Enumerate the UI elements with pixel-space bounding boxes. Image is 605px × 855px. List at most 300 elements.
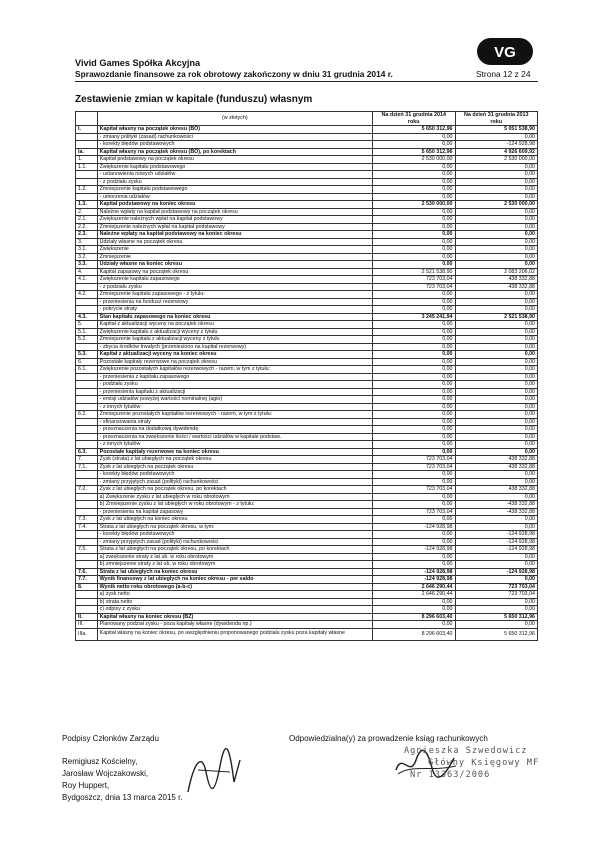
- section-title: Zestawienie zmian w kapitale (funduszu) własnym: [75, 94, 313, 105]
- value-2014: 0,00: [373, 208, 456, 216]
- value-2014: 0,00: [373, 373, 456, 381]
- row-description: Zysk z lat ubiegłych na początek okresu: [97, 463, 372, 471]
- value-2013: 0,00: [455, 351, 538, 359]
- table-row: [76, 403, 538, 411]
- value-2013: 0,00: [455, 598, 538, 606]
- value-2013: 0,00: [455, 253, 538, 261]
- row-number: [76, 133, 98, 141]
- value-2013: 0,00: [455, 133, 538, 141]
- table-row: [76, 298, 538, 306]
- row-number: 1.3.: [76, 201, 98, 209]
- row-number: [76, 283, 98, 291]
- value-2013: 0,00: [455, 298, 538, 306]
- value-2014: 8 296 603,40: [373, 613, 456, 621]
- value-2014: 0,00: [373, 231, 456, 239]
- row-number: 4.: [76, 268, 98, 276]
- row-description: Udziały własne na początek okresu: [97, 238, 372, 246]
- value-2014: 0,00: [373, 493, 456, 501]
- table-row: [76, 268, 538, 276]
- row-number: 1.1.: [76, 163, 98, 171]
- table-row: [76, 261, 538, 269]
- row-number: [76, 508, 98, 516]
- value-2014: 0,00: [373, 321, 456, 329]
- row-description: - przeznaczenia na zwiększenie ilości / wartości udziałów w kapitale podstaw.: [97, 433, 372, 441]
- value-2013: 723 703,04: [455, 583, 538, 591]
- report-subtitle: Sprawozdanie finansowe za rok obrotowy zakończony w dniu 31 grudnia 2014 r.: [75, 69, 393, 79]
- value-2014: 0,00: [373, 328, 456, 336]
- row-number: [76, 501, 98, 509]
- accounting-label: Odpowiedzialna(y) za prowadzenie ksiąg rachunkowych: [289, 734, 488, 743]
- value-2013: 0,00: [455, 433, 538, 441]
- value-2014: 0,00: [373, 531, 456, 539]
- table-row: [76, 553, 538, 561]
- row-description: Strata z lat ubiegłych na początek okresu, w tym:: [97, 523, 372, 531]
- col1-header: Na dzień 31 grudnia 2014 roku: [373, 112, 456, 126]
- row-description: - zmiany przyjętych zasad (polityki) rachunkowości: [97, 538, 372, 546]
- value-2014: 0,00: [373, 538, 456, 546]
- row-number: 7.1.: [76, 463, 98, 471]
- row-number: 6.1.: [76, 366, 98, 374]
- value-2014: 0,00: [373, 411, 456, 419]
- row-number: [76, 561, 98, 569]
- row-description: Zwiększenie kapitału zapasowego: [97, 276, 372, 284]
- table-row: [76, 246, 538, 254]
- table-row: [76, 523, 538, 531]
- row-description: - zbycia środków trwałych (przeniesiono na kapitał rezerwowy): [97, 343, 372, 351]
- value-2014: 5 650 312,96: [373, 126, 456, 134]
- row-number: 4.3.: [76, 313, 98, 321]
- row-number: [76, 426, 98, 434]
- row-description: Zwiększenie kapitału z aktualizacji wyceny z tytułu: [97, 328, 372, 336]
- row-description: Należne wpłaty na kapitał podstawowy na początek okresu: [97, 208, 372, 216]
- value-2013: 0,00: [455, 403, 538, 411]
- table-row: [76, 253, 538, 261]
- row-description: Kapitał z aktualizacji wyceny na koniec okresu: [97, 351, 372, 359]
- value-2014: 0,00: [373, 478, 456, 486]
- table-row: [76, 486, 538, 494]
- table-row: [76, 591, 538, 599]
- value-2014: 723 703,04: [373, 456, 456, 464]
- table-row: [76, 186, 538, 194]
- row-number: [76, 373, 98, 381]
- row-description: Zmniejszenie kapitału zapasowego - z tytułu:: [97, 291, 372, 299]
- table-row: [76, 448, 538, 456]
- table-row: [76, 418, 538, 426]
- row-number: [76, 441, 98, 449]
- value-2014: 0,00: [373, 223, 456, 231]
- value-2013: 0,00: [455, 246, 538, 254]
- value-2014: 0,00: [373, 553, 456, 561]
- row-number: [76, 471, 98, 479]
- value-2014: 723 703,04: [373, 508, 456, 516]
- stamp-name: Agnieszka Szwedowicz: [404, 746, 528, 756]
- table-row: [76, 223, 538, 231]
- value-2013: 4 926 609,92: [455, 148, 538, 156]
- table-row: [76, 238, 538, 246]
- table-row: [76, 148, 538, 156]
- row-number: [76, 141, 98, 149]
- value-2013: 0,00: [455, 358, 538, 366]
- row-number: [76, 193, 98, 201]
- value-2014: 2 530 000,00: [373, 156, 456, 164]
- row-number: 6.: [76, 358, 98, 366]
- row-number: 1.: [76, 156, 98, 164]
- row-number: 1.2.: [76, 186, 98, 194]
- row-description: Wynik finansowy z lat ubiegłych na koniec okresu - per saldo: [97, 576, 372, 584]
- row-number: [76, 171, 98, 179]
- row-number: [76, 591, 98, 599]
- row-description: Zwiększenie kapitału podstawowego: [97, 163, 372, 171]
- value-2014: 2 530 000,00: [373, 201, 456, 209]
- value-2014: -124 928,98: [373, 568, 456, 576]
- value-2014: 0,00: [373, 561, 456, 569]
- row-number: 3.: [76, 238, 98, 246]
- value-2013: 0,00: [455, 306, 538, 314]
- row-description: - pokrycie straty: [97, 306, 372, 314]
- value-2013: 438 332,88: [455, 486, 538, 494]
- row-description: Kapitał zapasowy na początek okresu: [97, 268, 372, 276]
- row-description: Kapitał z aktualizacji wyceny na początek okresu: [97, 321, 372, 329]
- row-number: I.: [76, 126, 98, 134]
- value-2013: 5 650 312,96: [455, 613, 538, 621]
- value-2014: -124 928,98: [373, 523, 456, 531]
- row-description: - podziału zysku: [97, 381, 372, 389]
- value-2013: 0,00: [455, 336, 538, 344]
- row-description: - z podziału zysku: [97, 283, 372, 291]
- row-number: [76, 538, 98, 546]
- table-row: [76, 313, 538, 321]
- table-row: [76, 501, 538, 509]
- row-number: [76, 381, 98, 389]
- table-row: [76, 598, 538, 606]
- logo-text: VG: [494, 44, 516, 61]
- table-row: [76, 366, 538, 374]
- row-number: 2.: [76, 208, 98, 216]
- value-2014: 0,00: [373, 426, 456, 434]
- value-2013: 0,00: [455, 478, 538, 486]
- value-2014: 0,00: [373, 163, 456, 171]
- table-row: [76, 433, 538, 441]
- value-2014: 723 703,04: [373, 486, 456, 494]
- table-row: [76, 606, 538, 614]
- col2-header: Na dzień 31 grudnia 2013 roku: [455, 112, 538, 126]
- table-row: [76, 396, 538, 404]
- table-row: [76, 426, 538, 434]
- row-number: [76, 178, 98, 186]
- table-row: [76, 178, 538, 186]
- row-number: [76, 298, 98, 306]
- row-number: 7.3.: [76, 516, 98, 524]
- row-description: Zysk z lat ubiegłych na początek okresu, po korektach: [97, 486, 372, 494]
- value-2014: 0,00: [373, 141, 456, 149]
- value-2013: 0,00: [455, 516, 538, 524]
- table-row: [76, 478, 538, 486]
- row-description: Zmniejszenie kapitału podstawowego: [97, 186, 372, 194]
- value-2014: 0,00: [373, 433, 456, 441]
- value-2014: 723 703,04: [373, 283, 456, 291]
- value-2014: 0,00: [373, 418, 456, 426]
- value-2014: 0,00: [373, 471, 456, 479]
- row-description: b) strata netto: [97, 598, 372, 606]
- table-row: [76, 156, 538, 164]
- row-description: - przeniesienia na fundusz rezerwowy: [97, 298, 372, 306]
- table-row: [76, 306, 538, 314]
- value-2014: 3 245 241,94: [373, 313, 456, 321]
- value-2013: 0,00: [455, 343, 538, 351]
- row-number: [76, 418, 98, 426]
- row-description: Wynik netto roku obrotowego (a-b-c): [97, 583, 372, 591]
- table-row: [76, 133, 538, 141]
- stamp-number: Nr 13363/2006: [410, 770, 491, 780]
- table-row: [76, 321, 538, 329]
- value-2013: 0,00: [455, 621, 538, 629]
- value-2013: -124 928,98: [455, 546, 538, 554]
- row-description: - przeniesienia z kapitału zapasowego: [97, 373, 372, 381]
- row-number: 7.: [76, 456, 98, 464]
- row-description: a) zysk netto: [97, 591, 372, 599]
- value-2013: -124 928,98: [455, 568, 538, 576]
- value-2013: 0,00: [455, 186, 538, 194]
- value-2014: 0,00: [373, 298, 456, 306]
- value-2014: 0,00: [373, 291, 456, 299]
- row-number: [76, 433, 98, 441]
- value-2013: 0,00: [455, 208, 538, 216]
- value-2014: 0,00: [373, 193, 456, 201]
- value-2013: 723 703,04: [455, 591, 538, 599]
- row-description: Kapitał podstawowy na koniec okresu: [97, 201, 372, 209]
- value-2013: 0,00: [455, 163, 538, 171]
- row-number: 5.1.: [76, 328, 98, 336]
- header-rule: [75, 81, 538, 82]
- board-member-3: Roy Huppert,: [62, 781, 110, 790]
- table-row: [76, 291, 538, 299]
- row-number: 6.3.: [76, 448, 98, 456]
- table-row: [76, 538, 538, 546]
- row-number: 2.1.: [76, 216, 98, 224]
- value-2014: 2 646 290,44: [373, 591, 456, 599]
- value-2013: 0,00: [455, 328, 538, 336]
- row-number: IIIa.: [76, 628, 98, 640]
- value-2013: 0,00: [455, 606, 538, 614]
- table-row: [76, 516, 538, 524]
- table-row: [76, 208, 538, 216]
- table-row: [76, 193, 538, 201]
- value-2014: 0,00: [373, 133, 456, 141]
- board-member-2: Jarosław Wojczakowski,: [62, 769, 149, 778]
- table-row: [76, 463, 538, 471]
- table-row: [76, 141, 538, 149]
- value-2014: 0,00: [373, 388, 456, 396]
- table-row: [76, 471, 538, 479]
- row-number: 7.4.: [76, 523, 98, 531]
- value-2013: -438 332,88: [455, 508, 538, 516]
- table-row: [76, 411, 538, 419]
- row-number: [76, 343, 98, 351]
- row-description: b) zmniejszenie straty z lat ub. w roku obrotowym: [97, 561, 372, 569]
- value-2013: 438 332,88: [455, 463, 538, 471]
- page-number: Strona 12 z 24: [476, 69, 531, 79]
- table-row: [76, 531, 538, 539]
- row-description: - korekty błędów podstawowych: [97, 471, 372, 479]
- row-description: - sfinansowania straty: [97, 418, 372, 426]
- row-description: - umorzenia udziałów: [97, 193, 372, 201]
- value-2013: 0,00: [455, 291, 538, 299]
- value-2013: 0,00: [455, 553, 538, 561]
- row-description: Zwiększenie należnych wpłat na kapitał podstawowy: [97, 216, 372, 224]
- table-row: [76, 358, 538, 366]
- table-row: [76, 583, 538, 591]
- value-2013: 0,00: [455, 493, 538, 501]
- row-description: Zmniejszenie należnych wpłat na kapitał podstawowy: [97, 223, 372, 231]
- company-name: Vivid Games Spółka Akcyjna: [75, 58, 201, 68]
- row-description: - z innych tytułów: [97, 441, 372, 449]
- vg-logo: [476, 37, 534, 66]
- value-2013: 0,00: [455, 411, 538, 419]
- table-row: [76, 163, 538, 171]
- value-2014: 0,00: [373, 246, 456, 254]
- value-2013: 0,00: [455, 441, 538, 449]
- table-row: [76, 508, 538, 516]
- value-2013: -438 332,88: [455, 501, 538, 509]
- row-description: Strata z lat ubiegłych na koniec okresu: [97, 568, 372, 576]
- row-number: 6.2.: [76, 411, 98, 419]
- row-number: II.: [76, 613, 98, 621]
- table-row: [76, 283, 538, 291]
- value-2014: 0,00: [373, 366, 456, 374]
- value-2014: 0,00: [373, 381, 456, 389]
- value-2014: 0,00: [373, 441, 456, 449]
- row-number: [76, 388, 98, 396]
- row-description: Kapitał własny na początek okresu (BO), po korektach: [97, 148, 372, 156]
- row-description: Kapitał własny na koniec okresu, po uwzględnieniu proponowanego podziału zysku poza kapitały własne: [97, 628, 372, 640]
- row-description: Kapitał własny na początek okresu (BO): [97, 126, 372, 134]
- table-row: [76, 441, 538, 449]
- table-row: [76, 493, 538, 501]
- board-member-1: Remigiusz Kościelny,: [62, 757, 138, 766]
- row-description: - z podziału zysku: [97, 178, 372, 186]
- row-description: Kapitał podstawowy na początek okresu: [97, 156, 372, 164]
- table-row: [76, 216, 538, 224]
- value-2013: 2 083 206,02: [455, 268, 538, 276]
- value-2013: 0,00: [455, 418, 538, 426]
- row-number: [76, 553, 98, 561]
- table-row: [76, 231, 538, 239]
- row-description: b) Zmniejszenie zysku z lat ubiegłych w roku obrotowym - z tytułu:: [97, 501, 372, 509]
- row-number: 8.: [76, 583, 98, 591]
- row-number: 3.1.: [76, 246, 98, 254]
- place-date: Bydgoszcz, dnia 13 marca 2015 r.: [62, 793, 183, 802]
- value-2013: 0,00: [455, 426, 538, 434]
- value-2014: 0,00: [373, 396, 456, 404]
- row-description: Zwiększenie: [97, 246, 372, 254]
- value-2014: -124 928,98: [373, 546, 456, 554]
- value-2014: 0,00: [373, 216, 456, 224]
- value-2014: 0,00: [373, 178, 456, 186]
- value-2014: 0,00: [373, 403, 456, 411]
- value-2013: 0,00: [455, 381, 538, 389]
- table-row: [76, 561, 538, 569]
- value-2013: 0,00: [455, 321, 538, 329]
- row-number: 4.1.: [76, 276, 98, 284]
- value-2014: 0,00: [373, 261, 456, 269]
- row-description: - przeznaczenia na dodatkową dywidendę: [97, 426, 372, 434]
- value-2013: 0,00: [455, 238, 538, 246]
- row-description: c) odpisy z zysku: [97, 606, 372, 614]
- value-2014: 0,00: [373, 598, 456, 606]
- row-description: - przeniesienia na kapitał zapasowy: [97, 508, 372, 516]
- value-2013: 5 051 538,90: [455, 126, 538, 134]
- row-description: Zmniejszenie kapitału z aktualizacji wyceny z tytułu: [97, 336, 372, 344]
- table-row: [76, 568, 538, 576]
- value-2014: -124 928,98: [373, 576, 456, 584]
- row-description: - przeniesienia kapitału z aktualizacji: [97, 388, 372, 396]
- row-description: Zwiększenie pozostałych kapitałów rezerwowych - razem, w tym z tytułu:: [97, 366, 372, 374]
- table-row: [76, 336, 538, 344]
- value-2013: 438 332,88: [455, 283, 538, 291]
- value-2014: 0,00: [373, 253, 456, 261]
- row-number: [76, 403, 98, 411]
- row-number: [76, 598, 98, 606]
- value-2013: 0,00: [455, 561, 538, 569]
- value-2013: 0,00: [455, 523, 538, 531]
- row-description: - korekty błędów podstawowych: [97, 141, 372, 149]
- value-2014: 0,00: [373, 358, 456, 366]
- row-description: Planowany podział zysku - poza kapitały własne (dywidenda np.): [97, 621, 372, 629]
- row-description: Zysk (strata) z lat ubiegłych na początek okresu: [97, 456, 372, 464]
- row-number: 3.2.: [76, 253, 98, 261]
- row-number: [76, 396, 98, 404]
- value-2013: 0,00: [455, 193, 538, 201]
- row-description: - z innych tytułów: [97, 403, 372, 411]
- table-row: [76, 381, 538, 389]
- value-2014: 2 521 538,90: [373, 268, 456, 276]
- row-description: Zmniejszenie: [97, 253, 372, 261]
- table-row: [76, 201, 538, 209]
- value-2013: 0,00: [455, 223, 538, 231]
- value-2013: 438 332,88: [455, 276, 538, 284]
- value-2013: -124 928,98: [455, 538, 538, 546]
- value-2014: 0,00: [373, 351, 456, 359]
- value-2013: 0,00: [455, 171, 538, 179]
- value-2013: 0,00: [455, 448, 538, 456]
- table-row: [76, 171, 538, 179]
- header-blank-cell: [76, 112, 98, 126]
- row-number: III.: [76, 621, 98, 629]
- unit-label: (w złotych): [97, 112, 372, 126]
- row-description: Pozostałe kapitały rezerwowe na koniec okresu: [97, 448, 372, 456]
- board-signatures-label: Podpisy Członków Zarządu: [62, 734, 159, 743]
- row-number: 5.2.: [76, 336, 98, 344]
- value-2013: 438 332,88: [455, 456, 538, 464]
- table-row: [76, 373, 538, 381]
- row-number: 7.6.: [76, 568, 98, 576]
- value-2013: 0,00: [455, 216, 538, 224]
- row-number: 7.5.: [76, 546, 98, 554]
- row-description: a) zwiększenie straty z lat ub. w roku obrotowym: [97, 553, 372, 561]
- row-number: 2.3.: [76, 231, 98, 239]
- table-row: [76, 613, 538, 621]
- table-row: [76, 456, 538, 464]
- table-row: [76, 343, 538, 351]
- value-2014: 0,00: [373, 516, 456, 524]
- value-2013: 2 530 000,00: [455, 156, 538, 164]
- row-description: - emisji udziałów powyżej wartości nominalnej (agio): [97, 396, 372, 404]
- value-2014: 0,00: [373, 606, 456, 614]
- value-2014: 0,00: [373, 171, 456, 179]
- row-number: [76, 606, 98, 614]
- row-number: 2.2.: [76, 223, 98, 231]
- value-2013: 0,00: [455, 388, 538, 396]
